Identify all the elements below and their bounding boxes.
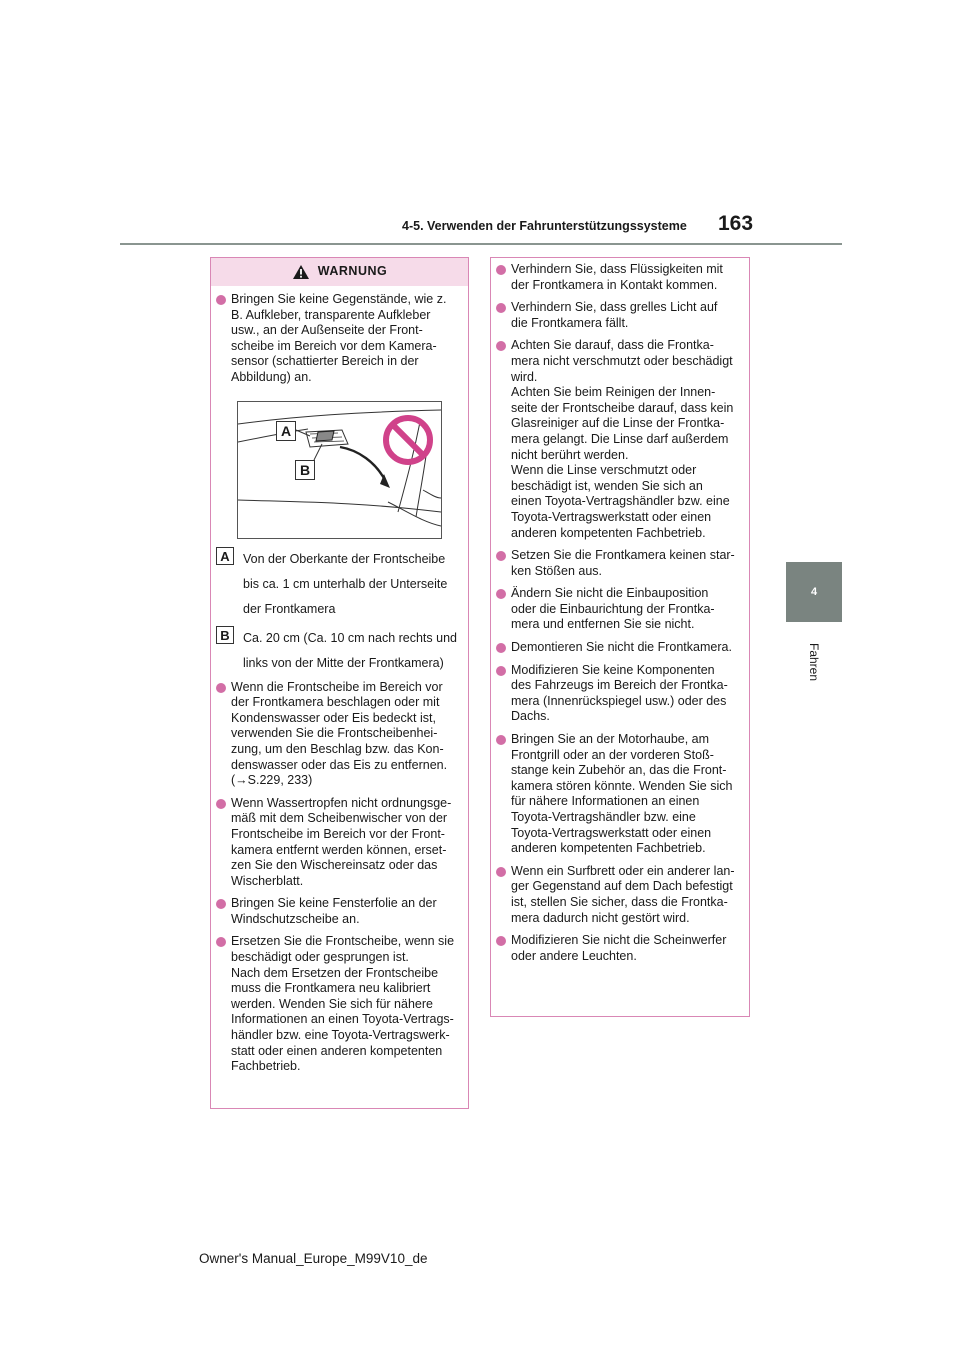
page-number: 163 — [718, 212, 754, 235]
list-item: Bringen Sie keine Gegenstände, wie z. B. Aufkleber, transparente Aufkleber usw., an der Außenseite der Front- scheibe im Bereich vor dem Kamera- sensor (schattierter Bereich in der Abbildung) an. — [214, 292, 458, 386]
figure-label-b: B — [295, 460, 315, 480]
figure-label-a: A — [276, 421, 296, 441]
list-item: Wenn ein Surfbrett oder ein anderer lan- ger Gegenstand auf dem Dach befestigt ist, stellen Sie sicher, dass die Frontka- mera dadurch nicht gestört wird. — [494, 864, 739, 926]
list-item: Wenn Wassertropfen nicht ordnungsge- mäß mit dem Scheibenwischer von der Frontscheibe im Bereich vor der Front- kamera entfernt werden können, erset- zen Sie den Wischereinsatz oder das Wischerblatt. — [214, 796, 458, 890]
windshield-camera-illustration — [237, 401, 442, 539]
list-item: Verhindern Sie, dass Flüssigkeiten mit der Frontkamera in Kontakt kommen. — [494, 262, 739, 293]
footer-text: Owner's Manual_Europe_M99V10_de — [199, 1251, 428, 1266]
header-divider — [120, 243, 842, 245]
chapter-tab — [786, 562, 842, 622]
warning-title: WARNUNG — [317, 264, 388, 279]
list-item: Bringen Sie keine Fensterfolie an der Windschutzscheibe an. — [214, 896, 458, 927]
left-content — [211, 286, 468, 1075]
list-item: Verhindern Sie, dass grelles Licht auf die Frontkamera fällt. — [494, 300, 739, 331]
list-item: Demontieren Sie nicht die Frontkamera. — [494, 640, 739, 656]
warning-header — [211, 258, 468, 286]
chapter-name: Fahren — [807, 642, 821, 682]
page-reference-link[interactable]: (→S.229, 233) — [231, 773, 313, 788]
list-item: Wenn die Frontscheibe im Bereich vor der Frontkamera beschlagen oder mit Kondenswasser oder Eis bedeckt ist, verwenden Sie die Frontscheibenhei- zung, um den Beschlag bzw. das Kon- denswasser oder das Eis zu entfernen. (→S.229, 233) — [214, 680, 458, 789]
warning-box-left — [210, 257, 469, 1109]
section-title: 4-5. Verwenden der Fahrunterstützungssysteme — [402, 219, 687, 233]
warning-box-right — [490, 257, 750, 1017]
list-item: Setzen Sie die Frontkamera keinen star- ken Stößen aus. — [494, 548, 739, 579]
caption-a: A Von der Oberkante der Frontscheibe bis ca. 1 cm unterhalb der Unterseite der Frontkamera — [213, 547, 460, 622]
caption-b: B Ca. 20 cm (Ca. 10 cm nach rechts und links von der Mitte der Frontkamera) — [213, 626, 460, 676]
caption-a-marker: A — [216, 547, 234, 565]
list-item: Ersetzen Sie die Frontscheibe, wenn sie beschädigt oder gesprungen ist. Nach dem Ersetzen der Frontscheibe muss die Frontkamera neu kalibriert werden. Wenden Sie sich für nähere Informationen an einen Toyota-Vertrags- händler bzw. eine Toyota-Vertragswerk- statt oder einen anderen kompetenten Fachbetrieb. — [214, 934, 458, 1074]
list-item: Achten Sie darauf, dass die Frontka- mera nicht verschmutzt oder beschädigt wird. Achten Sie beim Reinigen der Innen- seite der Frontscheibe darauf, dass kein Glasreiniger auf die Linse der Frontka- mera gelangt. Die Linse darf außerdem nicht berührt werden. Wenn die Linse verschmutzt oder beschädigt ist, wenden Sie sich an einen Toyota-Vertragshändler bzw. eine Toyota-Vertragswerkstatt oder einen anderen kompetenten Fachbetrieb. — [494, 338, 739, 541]
right-content — [491, 258, 749, 964]
list-item: Modifizieren Sie nicht die Scheinwerfer oder andere Leuchten. — [494, 933, 739, 964]
caption-b-marker: B — [216, 626, 234, 644]
list-item: Ändern Sie nicht die Einbauposition oder die Einbaurichtung der Frontka- mera und entfernen Sie sie nicht. — [494, 586, 739, 633]
list-item: Modifizieren Sie keine Komponenten des Fahrzeugs im Bereich der Frontka- mera (Innenrückspiegel usw.) oder des Dachs. — [494, 663, 739, 725]
chapter-number: 4 — [810, 586, 818, 598]
chapter-label — [784, 632, 844, 692]
warning-triangle-icon — [292, 264, 310, 280]
list-item: Bringen Sie an der Motorhaube, am Frontgrill oder an der vorderen Stoß- stange kein Zubehör an, das die Front- kamera stören könnte. Wenden Sie sich für nähere Informationen an einen Toyota-Vertragshändler bzw. eine Toyota-Vertragswerkstatt oder einen anderen kompetenten Fachbetrieb. — [494, 732, 739, 857]
